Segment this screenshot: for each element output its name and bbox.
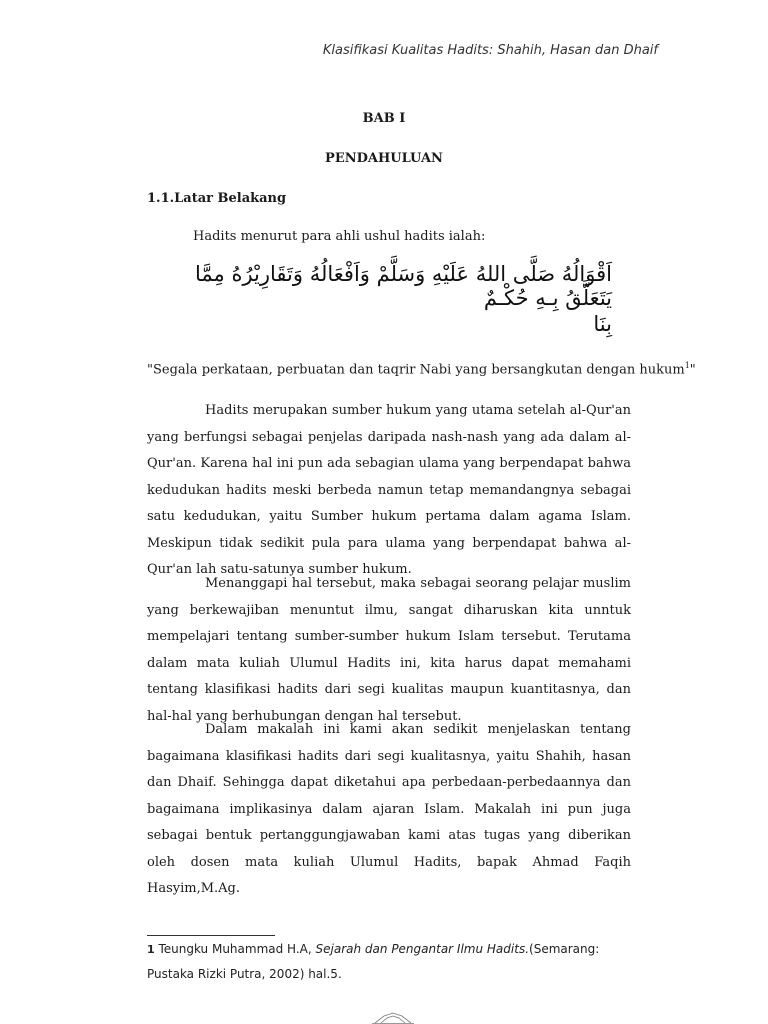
footnote-author: Teungku Muhammad H.A, <box>154 942 316 956</box>
paragraph-2: Menanggapi hal tersebut, maka sebagai seorang pelajar muslim yang berkewajiban menuntut ilmu, sangat diharuskan kita unntuk mempelajari tentang sumber-sumber hukum Islam tersebut. Terutama dalam mata kuliah Ulumul Hadits ini, kita harus dapat memahami tentang klasifikasi hadits dari segi kualitas maupun kuantitasnya, dan hal-hal yang berhubungan dengan hal tersebut. <box>147 576 631 724</box>
footnote-reference: 1 <box>684 361 690 370</box>
hadith-definition-quote <box>147 361 696 377</box>
chapter-title: PENDAHULUAN <box>325 151 443 166</box>
running-header: Klasifikasi Kualitas Hadits: Shahih, Hasan dan Dhaif <box>322 43 658 58</box>
quote-close: " <box>689 362 696 378</box>
quote-text: "Segala perkataan, perbuatan dan taqrir Nabi yang bersangkutan dengan hukum <box>147 362 685 378</box>
page-ornament-icon <box>372 1012 414 1024</box>
intro-line: Hadits menurut para ahli ushul hadits ialah: <box>193 229 486 244</box>
paragraph-1: Hadits merupakan sumber hukum yang utama setelah al-Qur'an yang berfungsi sebagai penjelas daripada nash-nash yang ada dalam al-Qur'an. Karena hal ini pun ada sebagian ulama yang berpendapat bahwa kedudukan hadits meski berbeda namun tetap memandangnya sebagai satu kedudukan, yaitu Sumber hukum pertama dalam agama Islam. Meskipun tidak sedikit pula para ulama yang berpendapat bahwa al-Qur'an lah satu-satunya sumber hukum. <box>147 403 631 577</box>
paragraph-3: Dalam makalah ini kami akan sedikit menjelaskan tentang bagaimana klasifikasi hadits dari segi kualitasnya, yaitu Shahih, hasan dan Dhaif. Sehingga dapat diketahui apa perbedaan-perbedaannya dan bagaimana implikasinya dalam ajaran Islam. Makalah ini pun juga sebagai bentuk pertanggungjawaban kami atas tugas yang diberikan oleh dosen mata kuliah Ulumul Hadits, bapak Ahmad Faqih Hasyim,M.Ag. <box>147 722 631 896</box>
chapter-number: BAB I <box>362 111 406 126</box>
footnote-publication: (Semarang: Pustaka Rizki Putra, 2002) hal.5. <box>147 942 600 981</box>
footnote-marker: 1 <box>147 943 155 956</box>
arabic-text-line-1: اَقْوَالُهُ صَلَّى اللهُ عَلَيْهِ وَسَلَّمْ وَاَفْعَالُهُ وَتَقَارِيْرُهُ مِمَّا يَتَعَلَّقُ بِـهِ حُكْـمٌ <box>195 262 612 310</box>
footnote-separator <box>147 935 275 936</box>
section-heading: 1.1.Latar Belakang <box>147 191 287 206</box>
footnote-book-title: Sejarah dan Pengantar Ilmu Hadits. <box>315 942 530 956</box>
footnote <box>147 937 647 986</box>
arabic-text-line-2: بِنَا <box>593 312 612 336</box>
